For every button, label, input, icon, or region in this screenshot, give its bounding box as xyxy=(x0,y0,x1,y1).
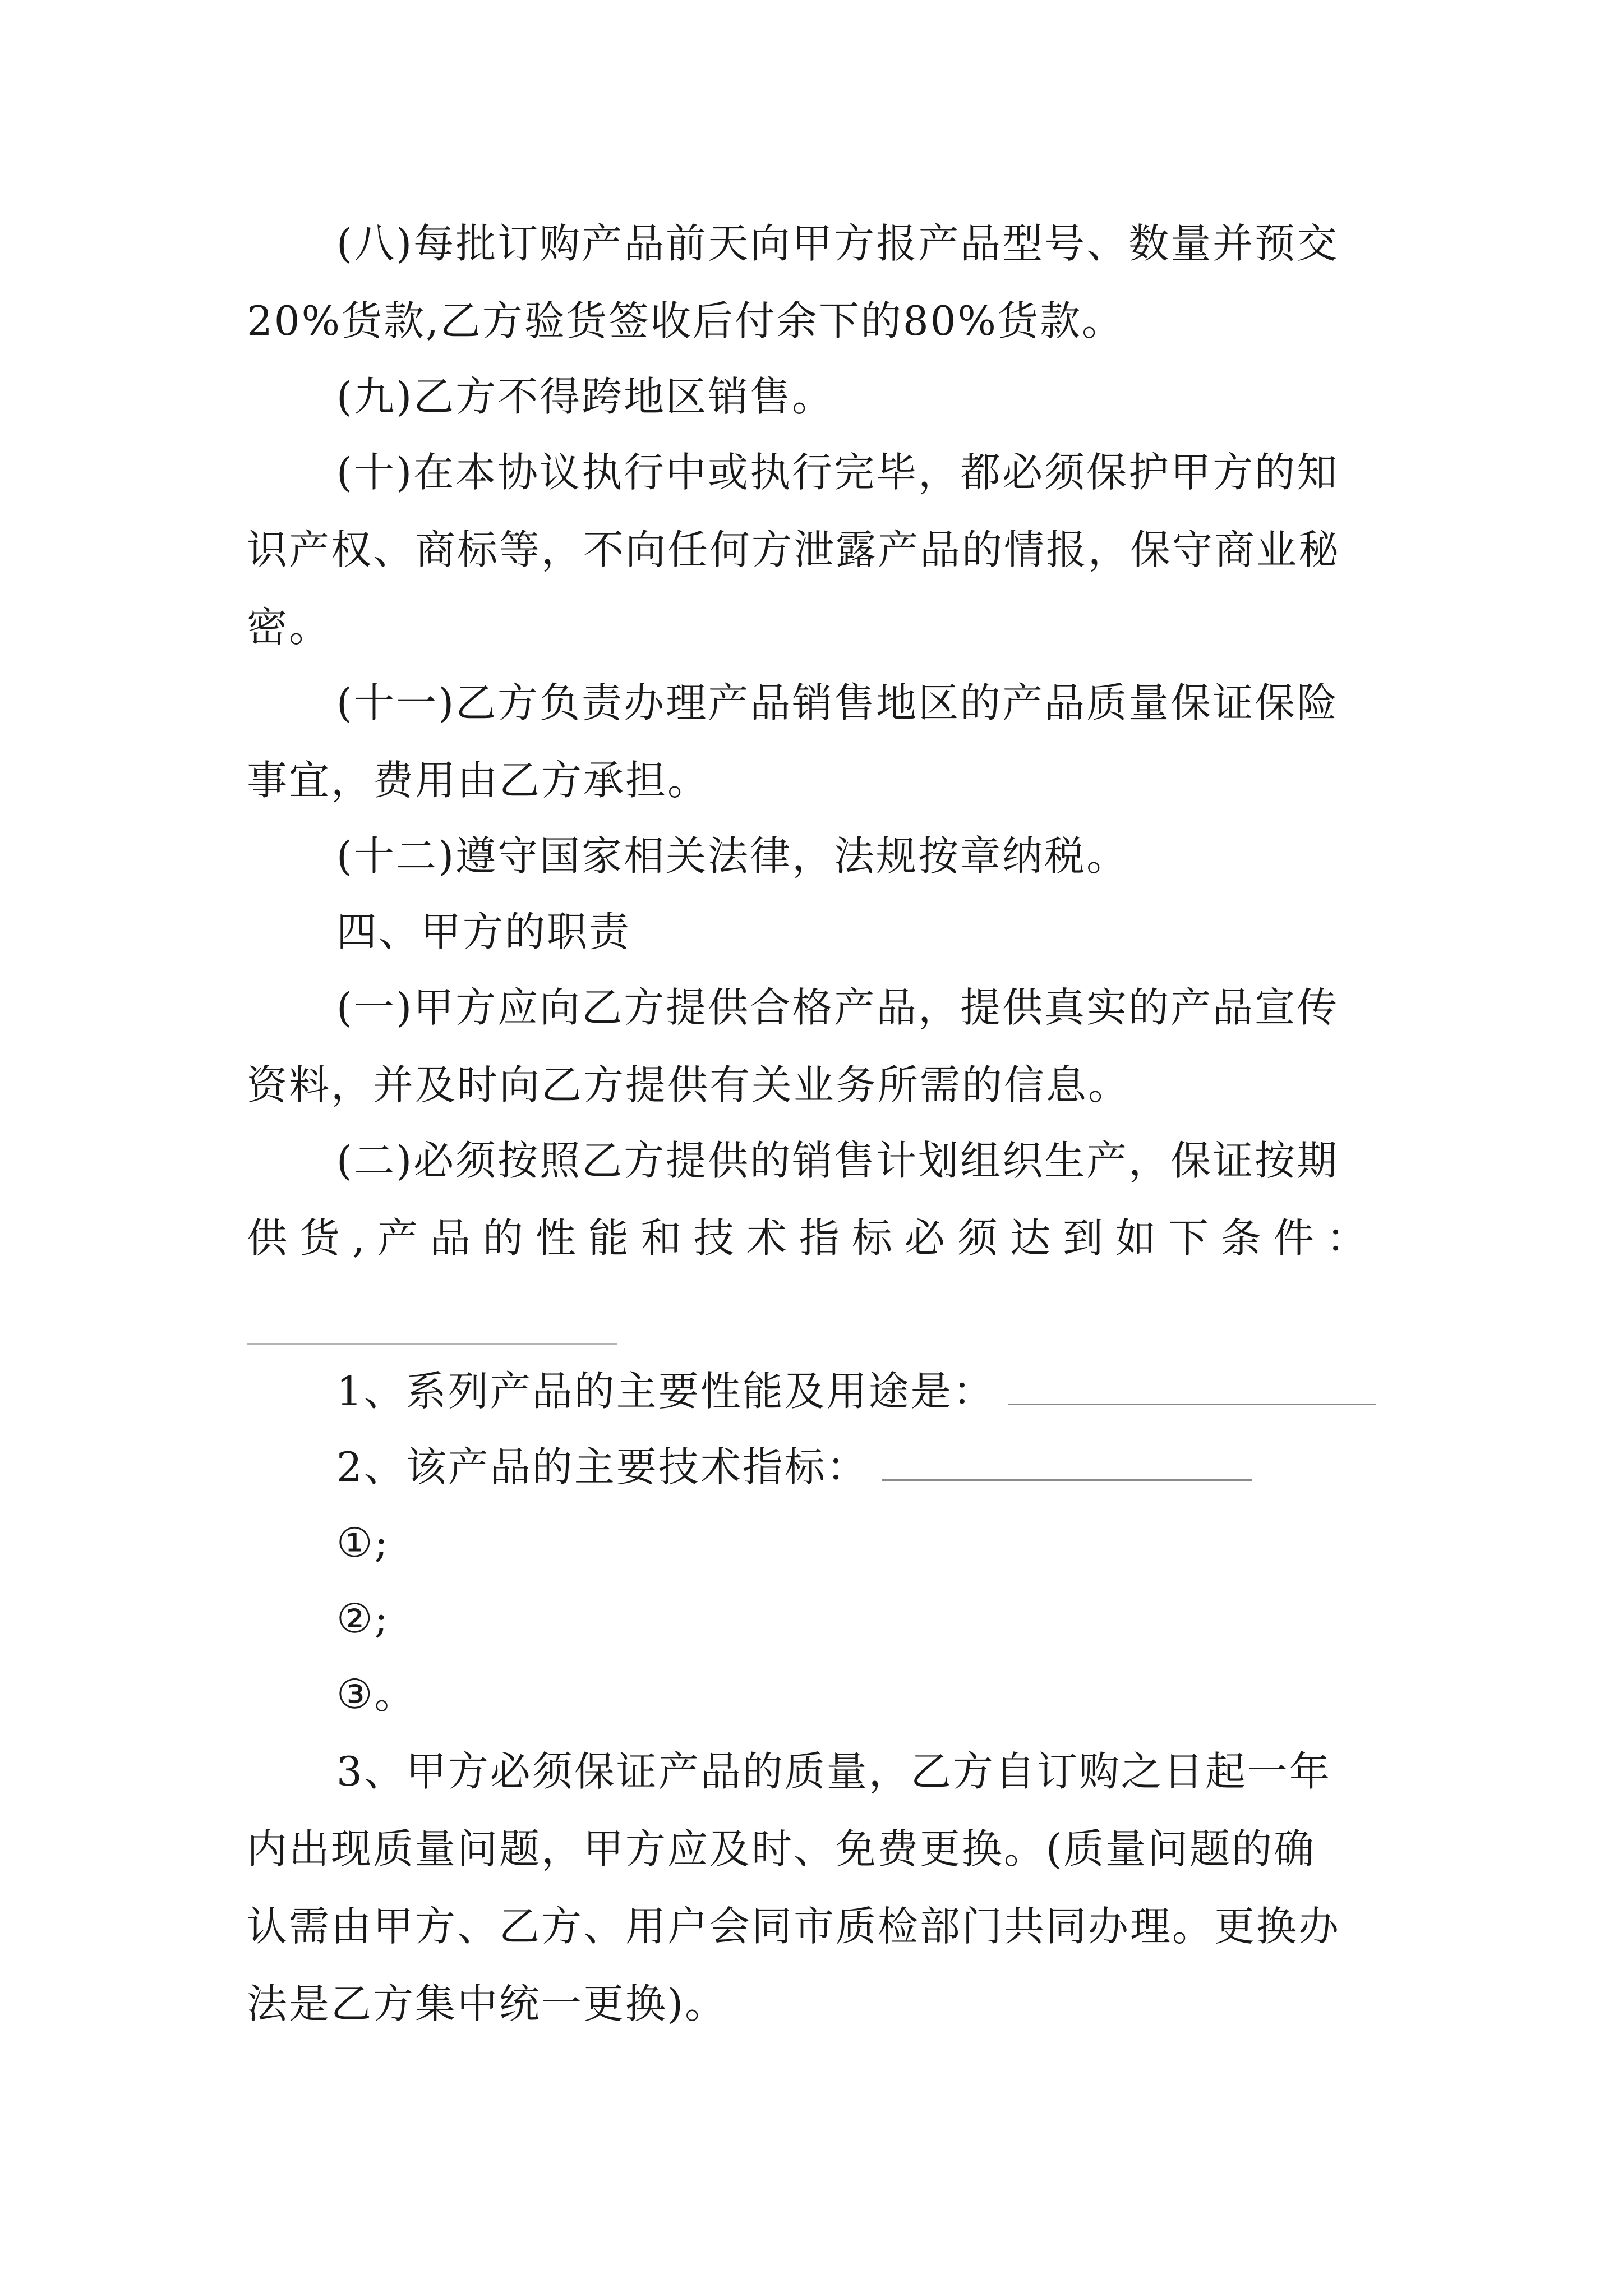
clause-11-line-2: 事宜，费用由乙方承担。 xyxy=(247,757,710,804)
clause-11-line-1: (十一)乙方负责办理产品销售地区的产品质量保证保险 xyxy=(336,679,1339,726)
item-2-blank xyxy=(882,1440,1252,1481)
section-4-heading: 四、甲方的职责 xyxy=(336,908,631,955)
item-3-line-4: 法是乙方集中统一更换)。 xyxy=(247,1980,727,2027)
item-3-line-1: 3、甲方必须保证产品的质量，乙方自订购之日起一年 xyxy=(336,1748,1331,1795)
item-1-blank xyxy=(1008,1364,1376,1405)
clause-10-line-3: 密。 xyxy=(247,604,331,651)
item-3-line-2: 内出现质量问题，甲方应及时、免费更换。(质量问题的确 xyxy=(247,1825,1316,1872)
clause-12: (十二)遵守国家相关法律，法规按章纳税。 xyxy=(336,832,1129,880)
duty-2-line-1: (二)必须按照乙方提供的销售计划组织生产，保证按期 xyxy=(336,1137,1339,1184)
item-1-row xyxy=(336,1363,1376,1419)
separator-rule xyxy=(247,1343,617,1345)
clause-8-line-2: 20%货款,乙方验货签收后付余下的80%货款。 xyxy=(247,297,1124,344)
spec-item-3: ③。 xyxy=(336,1671,417,1718)
clause-10-line-1: (十)在本协议执行中或执行完毕，都必须保护甲方的知 xyxy=(336,449,1339,496)
item-2-label: 2、该产品的主要技术指标： xyxy=(336,1443,869,1490)
duty-2-line-2: 供货,产品的性能和技术指标必须达到如下条件： xyxy=(247,1214,1379,1262)
spec-item-2: ②; xyxy=(336,1595,390,1642)
clause-10-line-2: 识产权、商标等，不向任何方泄露产品的情报，保守商业秘 xyxy=(247,526,1341,573)
spec-item-1: ①; xyxy=(336,1519,390,1566)
clause-8-line-1: (八)每批订购产品前天向甲方报产品型号、数量并预交 xyxy=(336,220,1339,267)
clause-9: (九)乙方不得跨地区销售。 xyxy=(336,373,834,420)
item-2-row xyxy=(336,1439,1252,1495)
item-3-line-3: 认需由甲方、乙方、用户会同市质检部门共同办理。更换办 xyxy=(247,1903,1341,1950)
duty-1-line-1: (一)甲方应向乙方提供合格产品，提供真实的产品宣传 xyxy=(336,984,1339,1031)
duty-1-line-2: 资料，并及时向乙方提供有关业务所需的信息。 xyxy=(247,1061,1131,1108)
item-1-label: 1、系列产品的主要性能及用途是： xyxy=(336,1368,995,1415)
